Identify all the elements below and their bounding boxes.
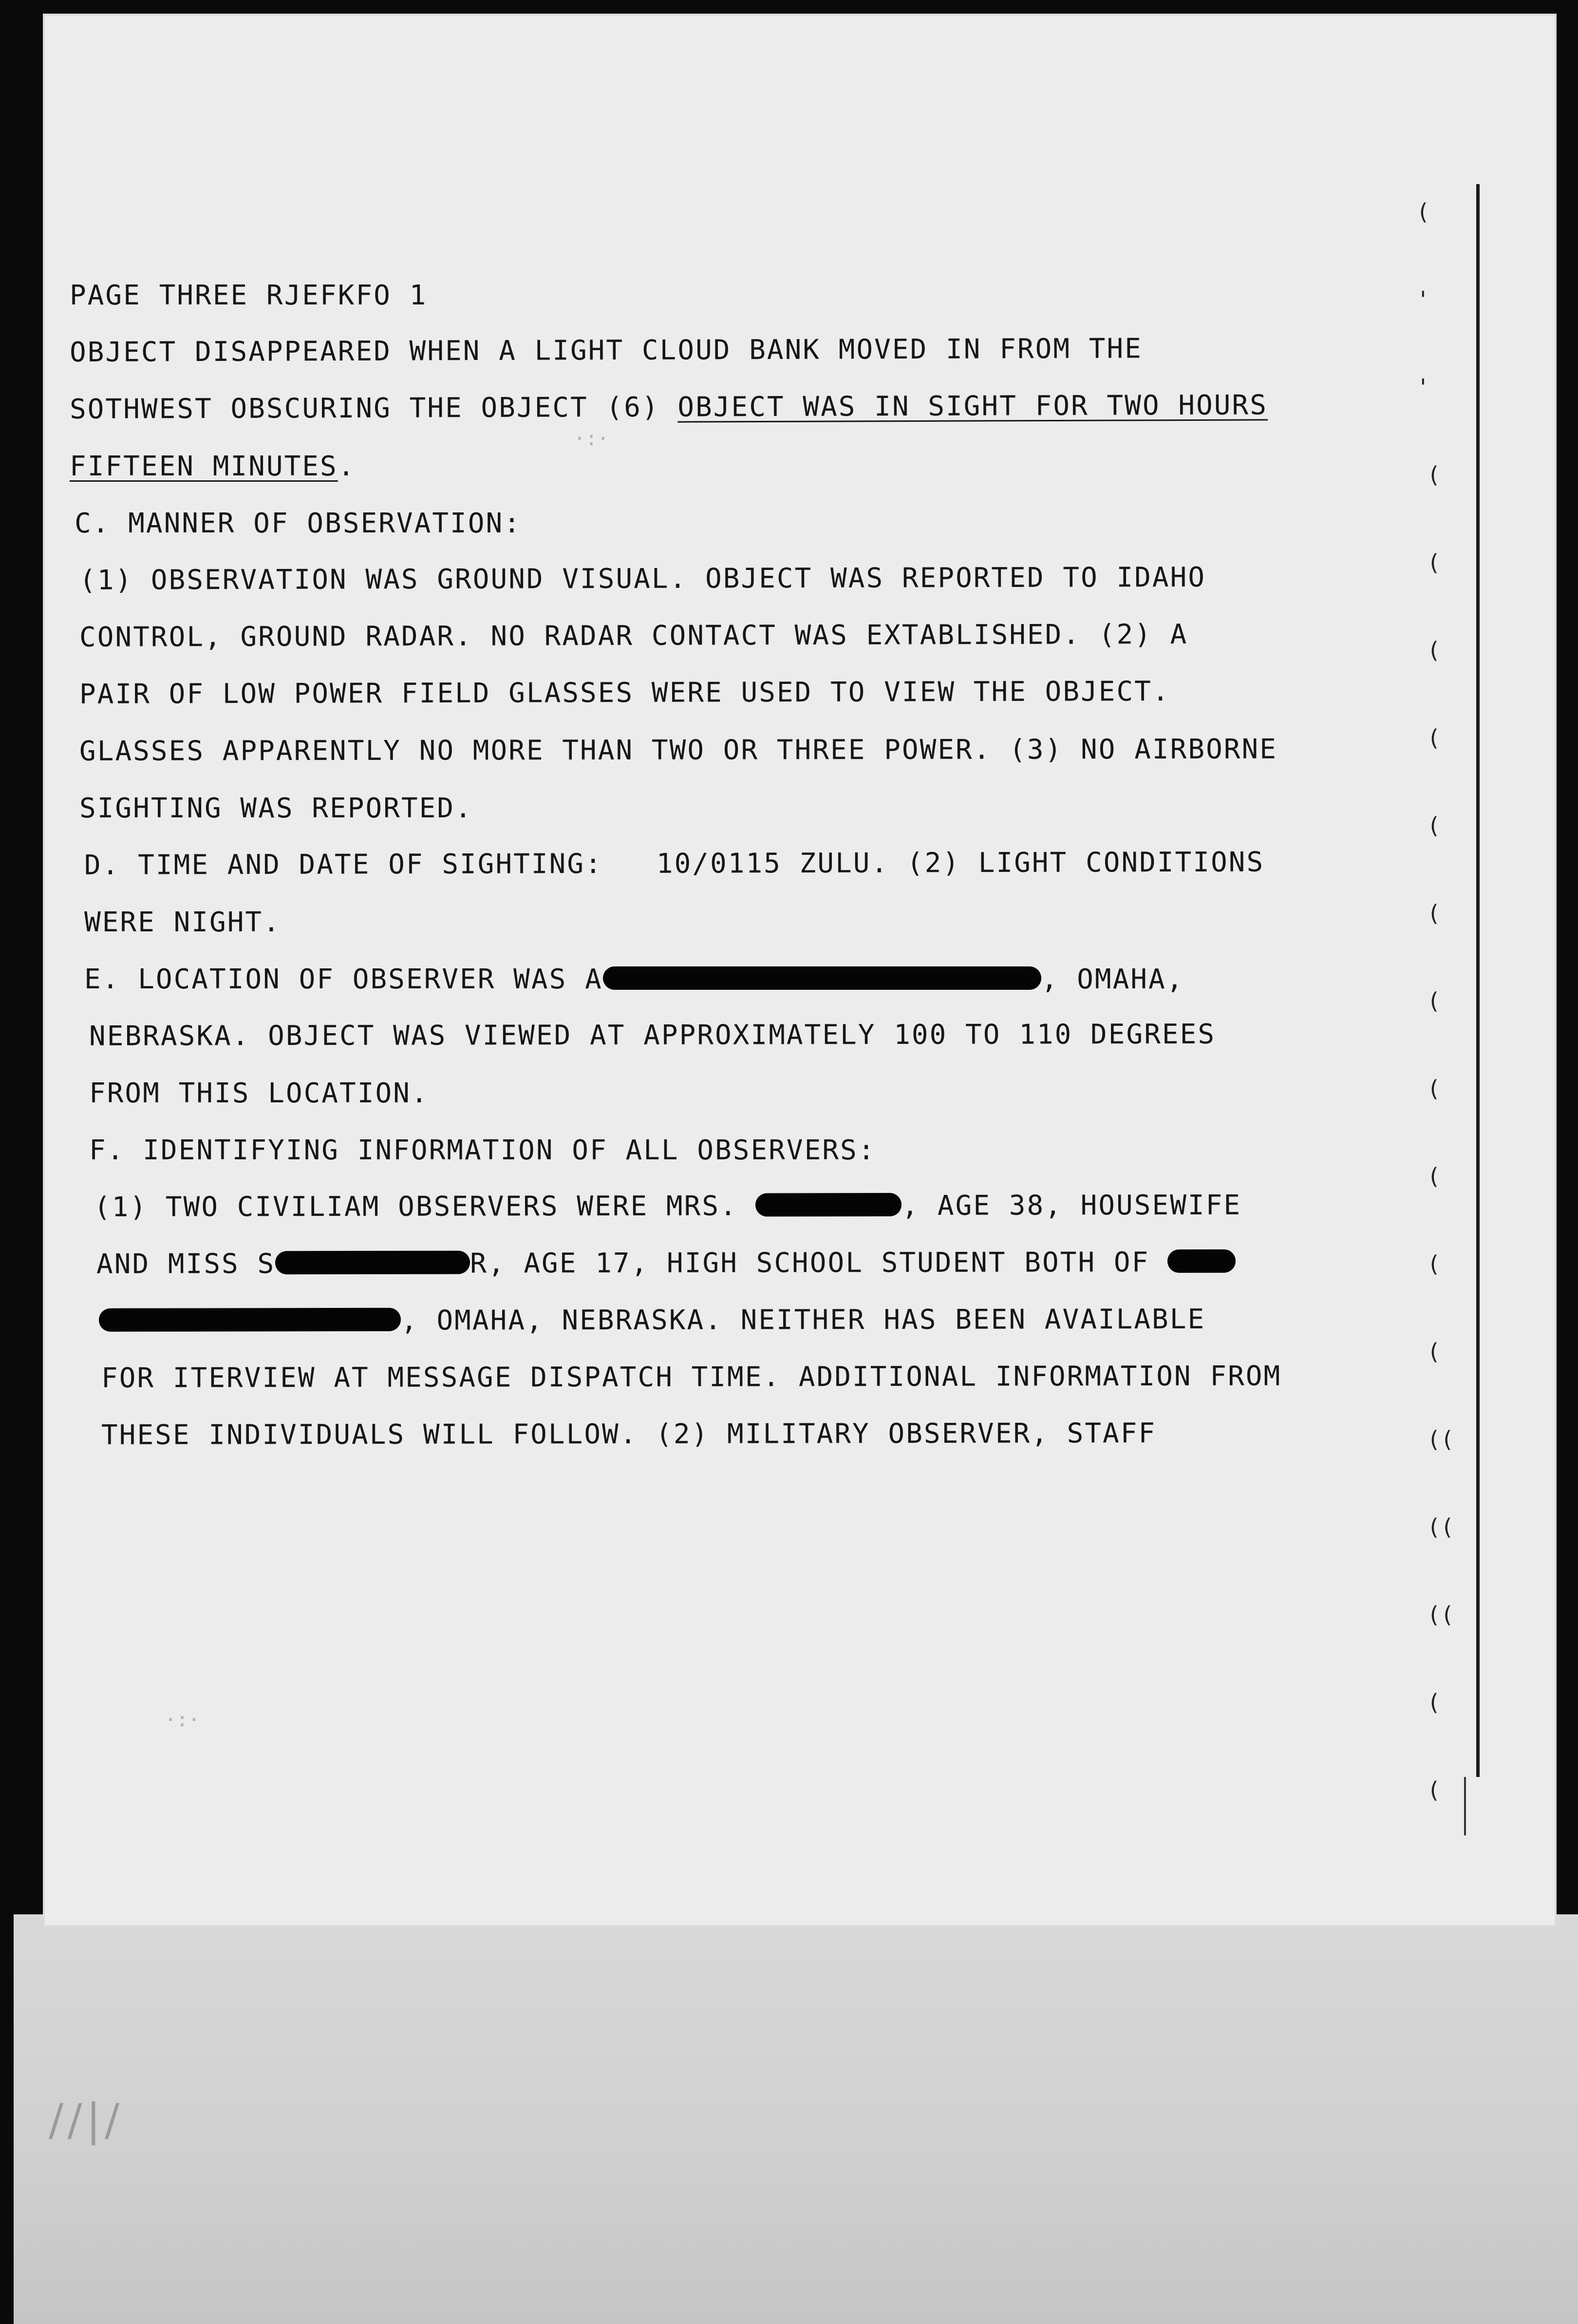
text-segment: SOTHWEST OBSCURING THE OBJECT (6) (69, 391, 678, 425)
margin-mark: ( (1427, 1339, 1441, 1365)
text-line: WERE NIGHT. (84, 907, 281, 938)
text-line: FOR ITERVIEW AT MESSAGE DISPATCH TIME. ADDITIONAL INFORMATION FROM (101, 1360, 1282, 1394)
margin-mark: ( (1427, 637, 1441, 663)
text-segment: , AGE 38, HOUSEWIFE (902, 1189, 1242, 1222)
margin-mark: ( (1427, 725, 1441, 751)
document-page (43, 14, 1557, 1927)
margin-mark: (( (1427, 1514, 1454, 1540)
text-segment: E. LOCATION OF OBSERVER WAS A (84, 964, 603, 995)
right-margin-rule (1476, 184, 1480, 1777)
text-segment: AND MISS S (96, 1248, 276, 1280)
film-scratch-marks: //|/ (49, 2095, 124, 2146)
text-line (70, 1234, 1316, 1293)
text-line (70, 1291, 1316, 1350)
section-heading (70, 951, 1316, 1008)
margin-mark: ( (1427, 462, 1441, 488)
underlined-text: OBJECT WAS IN SIGHT FOR TWO HOURS (677, 389, 1268, 423)
text-segment: R, AGE 17, HIGH SCHOOL STUDENT BOTH OF (470, 1247, 1168, 1280)
margin-mark: ( (1427, 900, 1441, 926)
margin-mark: ( (1427, 1076, 1441, 1102)
redaction-bar (603, 966, 1041, 990)
margin-mark: ( (1427, 1777, 1441, 1803)
margin-mark: ( (1427, 1163, 1441, 1190)
text-line (70, 377, 1316, 438)
redaction-bar (1167, 1249, 1236, 1273)
text-line (70, 1177, 1316, 1236)
text-line: SIGHTING WAS REPORTED. (79, 793, 473, 824)
margin-mark: (( (1427, 1426, 1454, 1453)
text-line: FROM THIS LOCATION. (89, 1077, 429, 1109)
margin-mark: ' (1416, 374, 1430, 400)
right-margin-rule-tail (1464, 1777, 1466, 1835)
text-segment: , OMAHA, (1041, 964, 1184, 995)
margin-mark: ( (1416, 199, 1430, 225)
smudge: ·:· (574, 428, 609, 450)
redaction-bar (755, 1193, 902, 1217)
margin-mark: ( (1427, 1251, 1441, 1277)
text-line: CONTROL, GROUND RADAR. NO RADAR CONTACT WAS EXTABLISHED. (2) A (79, 618, 1188, 653)
teletype-text (70, 267, 1316, 1464)
margin-mark: ( (1427, 812, 1441, 839)
text-segment: , OMAHA, NEBRASKA. NEITHER HAS BEEN AVAILABLE (400, 1303, 1206, 1337)
text-segment: (1) TWO CIVILIAM OBSERVERS WERE MRS. (94, 1190, 756, 1223)
film-lower-strip (14, 1914, 1578, 2324)
text-line: (1) OBSERVATION WAS GROUND VISUAL. OBJECT WAS REPORTED TO IDAHO (79, 561, 1206, 596)
section-heading: C. MANNER OF OBSERVATION: (75, 508, 522, 539)
text-line: NEBRASKA. OBJECT WAS VIEWED AT APPROXIMATELY 100 TO 110 DEGREES (89, 1018, 1216, 1052)
margin-marks (1416, 199, 1460, 1806)
redaction-bar (99, 1308, 401, 1332)
text-line: OBJECT DISAPPEARED WHEN A LIGHT CLOUD BANK MOVED IN FROM THE (69, 333, 1143, 368)
margin-mark: ( (1427, 988, 1441, 1014)
underlined-text: FIFTEEN MINUTES (70, 451, 338, 482)
page-header: PAGE THREE RJEFKFO 1 (70, 280, 428, 311)
redaction-bar (275, 1250, 470, 1274)
margin-mark: ( (1427, 549, 1441, 576)
text-line (70, 438, 1316, 495)
margin-mark: (( (1427, 1602, 1454, 1628)
text-line: THESE INDIVIDUALS WILL FOLLOW. (2) MILITARY OBSERVER, STAFF (101, 1417, 1157, 1451)
text-line: PAIR OF LOW POWER FIELD GLASSES WERE USED TO VIEW THE OBJECT. (79, 676, 1170, 710)
text-segment: . (338, 451, 356, 482)
smudge: ·:· (165, 1709, 200, 1731)
section-heading: F. IDENTIFYING INFORMATION OF ALL OBSERVERS: (89, 1134, 876, 1166)
text-line: GLASSES APPARENTLY NO MORE THAN TWO OR THREE POWER. (3) NO AIRBORNE (79, 733, 1277, 767)
margin-mark: ' (1416, 286, 1430, 313)
margin-mark: ( (1427, 1689, 1441, 1716)
section-heading: D. TIME AND DATE OF SIGHTING: 10/0115 ZULU. (2) LIGHT CONDITIONS (84, 846, 1265, 881)
